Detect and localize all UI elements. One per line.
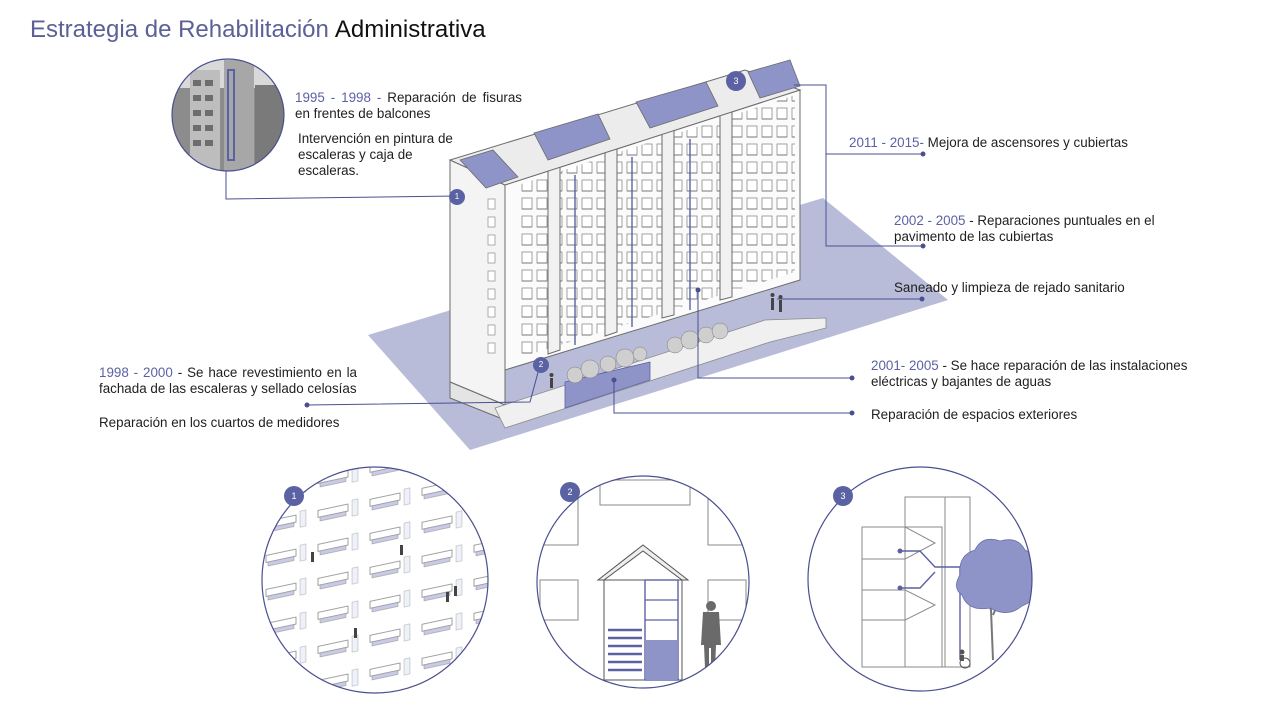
badge-1-building: 1	[449, 189, 465, 205]
text-2001-2005: Se hace reparación de las instalaciones eléctricas y bajantes de aguas	[871, 358, 1188, 389]
text-2011-2015: Mejora de ascensores y cubiertas	[927, 135, 1128, 150]
photo-circle	[170, 58, 290, 180]
years-2011-2015: 2011 - 2015	[849, 135, 920, 150]
title-part-1: Estrategia de Rehabilitación	[30, 16, 329, 43]
side-windows	[484, 195, 498, 355]
annotation-saneado: Saneado y limpieza de rejado sanitario	[894, 280, 1125, 295]
annotation-2001-2005: 2001- 2005 - Se hace reparación de las instalaciones eléctricas y bajantes de aguas	[871, 358, 1188, 389]
annotation-1998-2000: 1998 - 2000 - Se hace revestimiento en la fachada de las escaleras y sellado celosías	[99, 365, 358, 396]
badge-1-detail: 1	[284, 486, 304, 506]
badge-2-building: 2	[533, 357, 549, 373]
years-1995-1998: 1995 - 1998	[295, 90, 371, 105]
annotation-medidores: Reparación en los cuartos de medidores	[99, 415, 340, 430]
title-part-2: Administrativa	[334, 16, 486, 43]
annotation-2002-2005: 2002 - 2005 - Reparaciones puntuales en el pavimento de las cubiertas	[894, 213, 1155, 244]
text-1998-2000: Se hace revestimiento en la fachada de las escaleras y sellado celosías	[99, 365, 358, 396]
annotation-pintura: Intervención en pintura de escaleras y caja de escaleras.	[298, 131, 453, 178]
annotation-2011-2015: 2011 - 2015- Mejora de ascensores y cubiertas	[849, 135, 1128, 150]
years-1998-2000: 1998 - 2000	[99, 365, 173, 380]
years-2001-2005: 2001- 2005	[871, 358, 939, 373]
badge-3-building: 3	[726, 71, 746, 91]
badge-2-detail: 2	[560, 482, 580, 502]
detail-circle-2	[535, 475, 755, 695]
annotation-1995-1998: 1995 - 1998 - Reparación de fisuras en frentes de balcones	[295, 90, 523, 121]
badge-3-detail: 3	[833, 486, 853, 506]
text-2002-2005: Reparaciones puntuales en el pavimento de las cubiertas	[894, 213, 1155, 244]
text-1995-1998: Reparación de fisuras en frentes de balcones	[295, 90, 523, 121]
years-2002-2005: 2002 - 2005	[894, 213, 966, 228]
annotation-exteriores: Reparación de espacios exteriores	[871, 407, 1078, 422]
